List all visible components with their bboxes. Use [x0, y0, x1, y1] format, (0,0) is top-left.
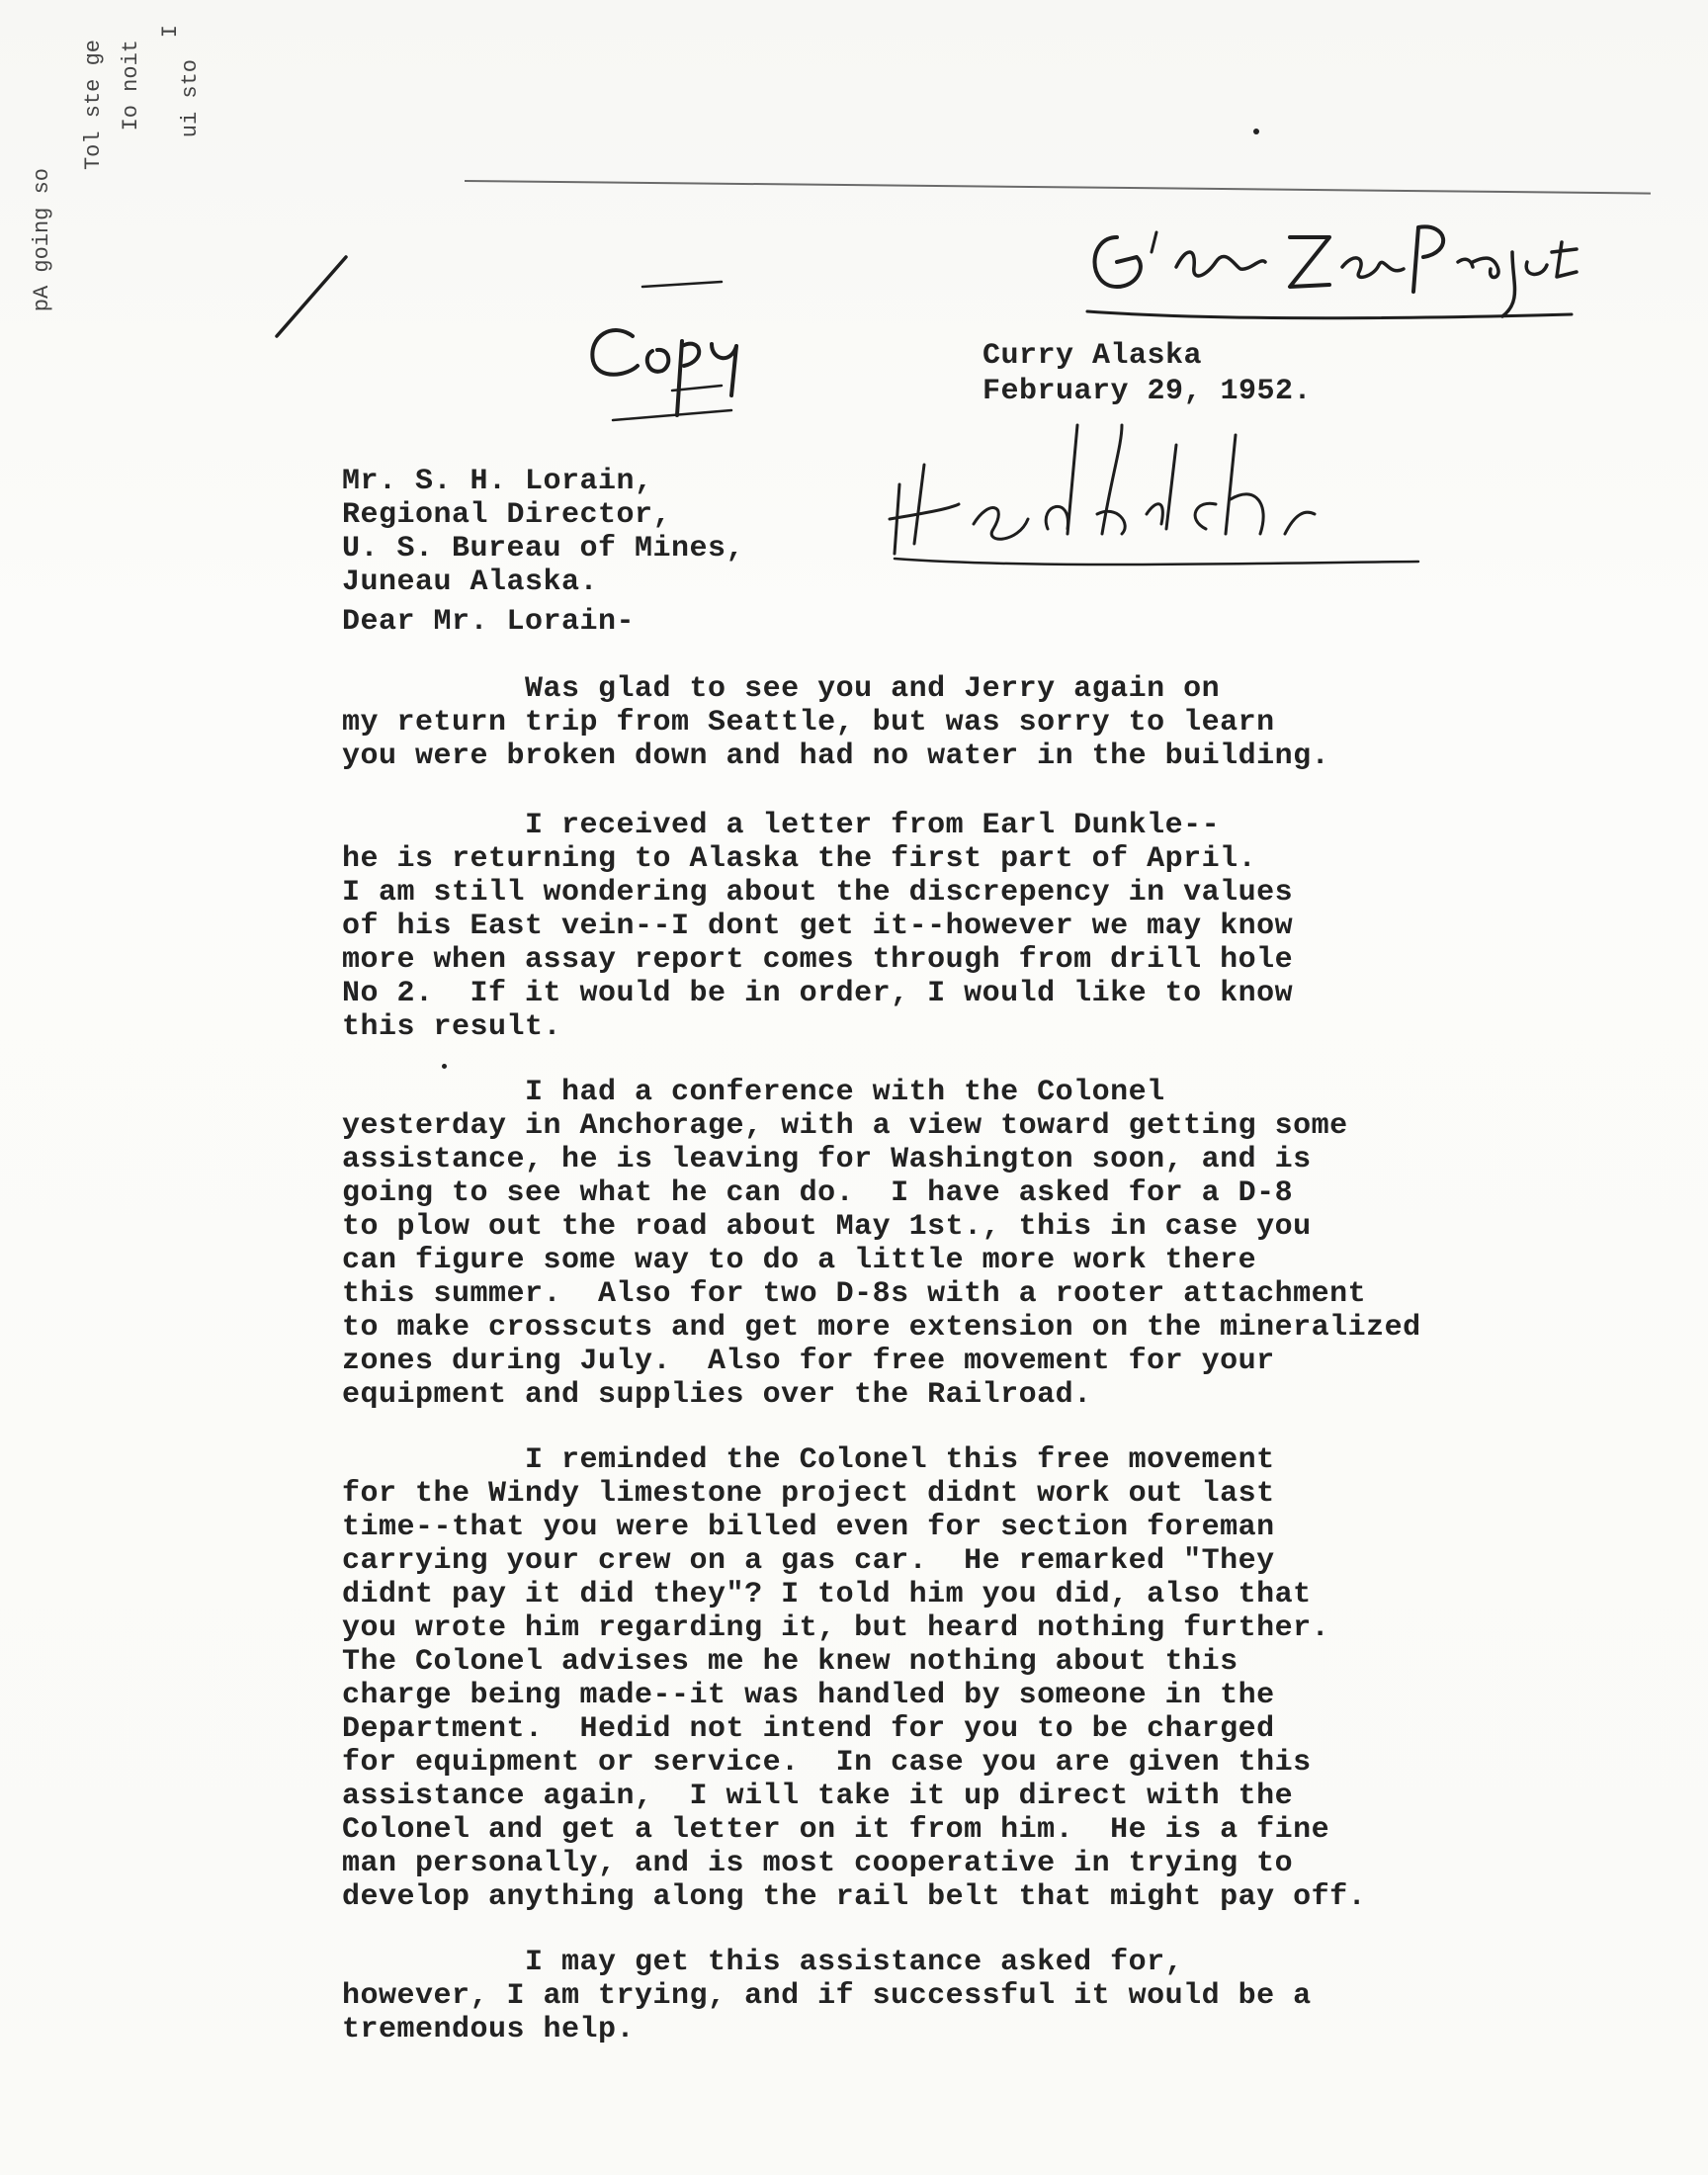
body-line: I may get this assistance asked for, [342, 1946, 1184, 1979]
ink-dot-small [442, 1064, 447, 1069]
sender-block [982, 338, 1312, 409]
body-line: however, I am trying, and if successful it would be a [342, 1979, 1312, 2013]
sender-place: Curry Alaska [982, 339, 1203, 373]
body-line: zones during July. Also for free movement for your [342, 1345, 1275, 1378]
body-line: charge being made--it was handled by someone in the [342, 1679, 1275, 1712]
body-line: for equipment or service. In case you are given this [342, 1746, 1312, 1780]
body-line: going to see what he can do. I have asked for a D-8 [342, 1176, 1294, 1210]
body-line: Colonel and get a letter on it from him. He is a fine [342, 1813, 1330, 1847]
paragraph [342, 672, 1329, 773]
body-line: he is returning to Alaska the first part of April. [342, 842, 1257, 876]
body-line: of his East vein--I dont get it--however we may know [342, 910, 1294, 943]
body-line: man personally, and is most cooperative in trying to [342, 1847, 1294, 1880]
margin-slash [267, 247, 356, 346]
recipient-line: U. S. Bureau of Mines, [342, 532, 745, 566]
paragraph [342, 1076, 1421, 1412]
body-line: equipment and supplies over the Railroad. [342, 1378, 1092, 1412]
body-line: No 2. If it would be in order, I would like to know [342, 977, 1294, 1010]
paragraph [342, 809, 1293, 1044]
recipient-line: Juneau Alaska. [342, 566, 599, 599]
body-line: The Colonel advises me he knew nothing about this [342, 1645, 1238, 1679]
body-line: I had a conference with the Colonel [342, 1076, 1165, 1109]
body-line: this summer. Also for two D-8s with a rooter attachment [342, 1277, 1367, 1311]
margin-text-3: Io noit [119, 40, 143, 131]
body-line: Department. Hedid not intend for you to be charged [342, 1712, 1275, 1746]
recipient-line: Regional Director, [342, 498, 672, 532]
body-line: develop anything along the rail belt that might pay off. [342, 1880, 1367, 1914]
ink-dot [1253, 129, 1259, 134]
salutation: Dear Mr. Lorain- [342, 605, 636, 639]
body-line: carrying your crew on a gas car. He remarked "They [342, 1544, 1275, 1578]
body-line: for the Windy limestone project didnt work out last [342, 1477, 1275, 1511]
body-line: time--that you were billed even for section foreman [342, 1511, 1275, 1544]
body-line: I received a letter from Earl Dunkle-- [342, 809, 1221, 842]
recipient-line: Mr. S. H. Lorain, [342, 465, 653, 498]
signature-annotation [880, 405, 1433, 573]
body-line: this result. [342, 1010, 562, 1044]
body-line: my return trip from Seattle, but was sorry to learn [342, 706, 1275, 740]
body-line: tremendous help. [342, 2013, 636, 2046]
body-line: to plow out the road about May 1st., this in case you [342, 1210, 1312, 1244]
body-line: I am still wondering about the discrepency in values [342, 876, 1294, 910]
body-line: assistance, he is leaving for Washington soon, and is [342, 1143, 1312, 1176]
body-line: more when assay report comes through from drill hole [342, 943, 1294, 977]
copy-annotation [573, 277, 771, 425]
project-annotation [1077, 208, 1591, 326]
sender-date: February 29, 1952. [982, 375, 1313, 408]
body-line: assistance again, I will take it up direct with the [342, 1780, 1294, 1813]
body-line: yesterday in Anchorage, with a view toward getting some [342, 1109, 1348, 1143]
margin-text-2: Tol ste ge [81, 40, 106, 171]
body-line: to make crosscuts and get more extension on the mineralized [342, 1311, 1421, 1345]
body-line: can figure some way to do a little more work there [342, 1244, 1257, 1277]
paragraph [342, 1946, 1312, 2046]
margin-text-4: I [158, 25, 183, 39]
body-line: you wrote him regarding it, but heard nothing further. [342, 1611, 1330, 1645]
margin-fragment [10, 20, 208, 312]
body-line: you were broken down and had no water in the building. [342, 740, 1330, 773]
paragraph [342, 1443, 1366, 1914]
margin-text-5: ui sto [178, 59, 203, 138]
margin-text-1: pA going so [30, 168, 54, 312]
recipient-block [342, 465, 744, 599]
body-line: Was glad to see you and Jerry again on [342, 672, 1221, 706]
body-line: I reminded the Colonel this free movement [342, 1443, 1275, 1477]
header-rule [465, 180, 1651, 195]
body-line: didnt pay it did they"? I told him you did, also that [342, 1578, 1312, 1611]
